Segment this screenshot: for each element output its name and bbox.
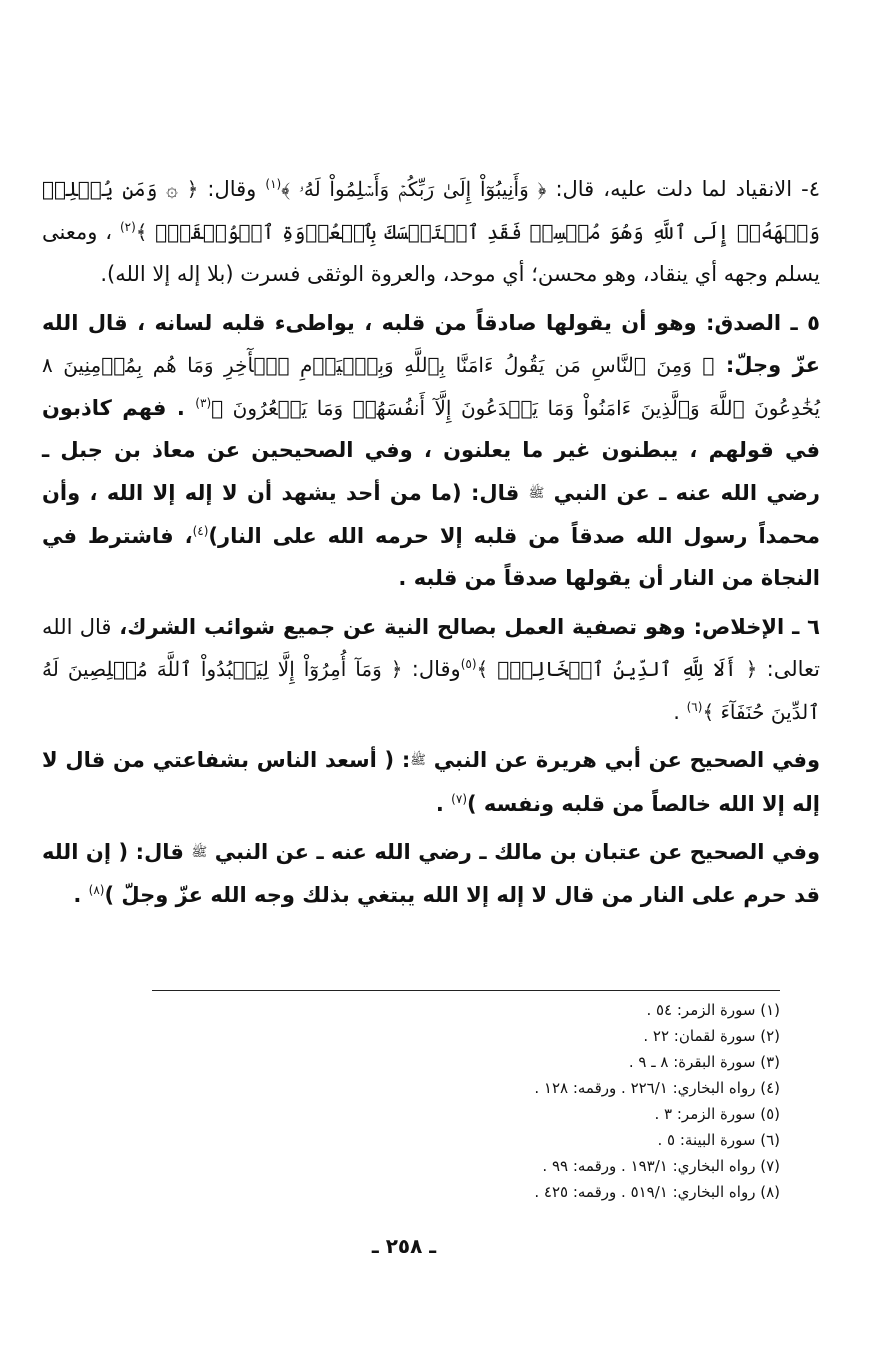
footnote-item: (٦) سورة البينة: ٥ . bbox=[657, 1131, 780, 1149]
text-run: ، ومعنى يسلم وجهه أي ينقاد، وهو محسن؛ أي موحد، والعروة الوثقى فسرت (بلا إله إلا الله). bbox=[42, 219, 820, 286]
footnote-ref: (٥) bbox=[460, 657, 477, 672]
bold-text-run: . فهم كاذبون في قولهم ، يبطنون غير ما يعلنون ، وفي الصحيحين عن معاذ بن جبل ـ رضي الله عنه ـ عن النبي bbox=[42, 395, 820, 505]
bold-text-run: ٦ ـ الإخلاص: bbox=[685, 614, 820, 639]
text-run: وقال: bbox=[198, 177, 266, 201]
quran-verse: ﴿ أَلَا لِلَّهِ ٱلدِّينُ ٱلۡخَالِصُۚ ﴾ bbox=[476, 657, 758, 682]
footnote-ref: (٦) bbox=[686, 699, 703, 714]
quran-verse: ﴿ وَمَآ أُمِرُوٓاْ إِلَّا لِيَعۡبُدُواْ ٱللَّهَ مُخۡلِصِينَ لَهُ ٱلدِّينَ حُنَفَآءَ ﴾ bbox=[42, 657, 820, 724]
quran-verse: ﴿ وَمِنَ ٱلنَّاسِ مَن يَقُولُ ءَامَنَّا بِٱللَّهِ وَبِٱلۡيَوۡمِ ٱلۡأٓخِرِ وَمَا هُم بِمُؤۡمِنِينَ ٨ يُخَٰدِعُونَ ٱللَّهَ وَٱلَّذِينَ ءَامَنُواْ وَمَا يَخۡدَعُونَ إِلَّآ أَنفُسَهُمۡ وَمَا يَشۡعُرُونَ ﴾ bbox=[42, 353, 821, 420]
bold-text-run: . bbox=[435, 791, 452, 816]
text-run: ٤- الانقياد لما دلت عليه، قال: bbox=[546, 177, 820, 201]
salutation-mark: ﷺ bbox=[191, 844, 208, 860]
text-run: وقال: bbox=[402, 657, 461, 682]
quran-verse: ﴿ وَأَنِيبُوٓاْ إِلَىٰ رَبِّكُمۡ وَأَسۡلِمُواْ لَهُۥ ﴾ bbox=[281, 177, 547, 201]
footnote-item: (٢) سورة لقمان: ٢٢ . bbox=[643, 1027, 780, 1045]
bold-text-run: . bbox=[73, 883, 89, 908]
footnote-item: (١) سورة الزمر: ٥٤ . bbox=[646, 1001, 780, 1019]
bold-text-run: ٥ ـ الصدق: bbox=[696, 310, 820, 335]
page-body bbox=[42, 168, 820, 919]
text-run: قال الله تعالى: bbox=[42, 614, 820, 682]
footnote-item: (٧) رواه البخاري: ١٩٣/١ . ورقمه: ٩٩ . bbox=[542, 1157, 780, 1175]
footnotes bbox=[260, 997, 780, 1205]
salutation-mark: ﷺ bbox=[410, 753, 426, 768]
footnote-ref: (١) bbox=[265, 177, 282, 191]
paragraph-abu-hurayrah-hadith bbox=[42, 739, 820, 825]
footnote-item: (٤) رواه البخاري: ٢٢٦/١ . ورقمه: ١٢٨ . bbox=[534, 1079, 780, 1097]
bold-text-run: وهو أن يقولها صادقاً من قلبه ، يواطىء قلبه لسانه ، قال الله عزّ وجلّ: bbox=[42, 310, 820, 377]
bold-text-run: قال: ( إن الله قد حرم على النار من قال لا إله إلا الله يبتغي بذلك وجه الله عزّ وجلّ ) bbox=[42, 840, 820, 908]
footnote-item: (٥) سورة الزمر: ٣ . bbox=[654, 1105, 780, 1123]
page-number: ـ ٢٥٨ ـ bbox=[371, 1234, 437, 1258]
footnote-ref: (٢) bbox=[119, 219, 136, 234]
text-run: . bbox=[673, 699, 687, 724]
paragraph-sidq bbox=[42, 302, 820, 600]
bold-text-run: وفي الصحيح عن أبي هريرة عن النبي bbox=[425, 748, 821, 773]
quran-verse: ﴿ ۞ وَمَن يُسۡلِمۡ وَجۡهَهُۥٓ إِلَى ٱللَّهِ وَهُوَ مُحۡسِنٞ فَقَدِ ٱسۡتَمۡسَكَ بِٱلۡعُرۡوَةِ ٱلۡوُثۡقَىٰۗ ﴾ bbox=[42, 177, 820, 244]
footnote-ref: (٣) bbox=[195, 395, 212, 410]
footnote-item: (٣) سورة البقرة: ٨ ـ ٩ . bbox=[628, 1053, 780, 1071]
paragraph-inqiyad bbox=[42, 168, 820, 296]
footnote-ref: (٨) bbox=[88, 883, 105, 898]
bold-text-run: قال: (ما من أحد يشهد أن لا إله إلا الله ، وأن محمداً رسول الله صدقاً من قلبه إلا حرمه الله على النار) bbox=[42, 480, 820, 548]
bold-text-run: وهو تصفية العمل بصالح النية عن جميع شوائب الشرك، bbox=[111, 614, 686, 639]
salutation-mark: ﷺ bbox=[528, 485, 545, 501]
footnote-ref: (٧) bbox=[451, 791, 467, 806]
footnote-item: (٨) رواه البخاري: ٥١٩/١ . ورقمه: ٤٢٥ . bbox=[534, 1183, 780, 1201]
bold-text-run: : ( أسعد الناس بشفاعتي من قال لا إله إلا الله خالصاً من قلبه ونفسه ) bbox=[42, 748, 820, 816]
paragraph-ikhlas bbox=[42, 606, 820, 734]
paragraph-itban-hadith bbox=[42, 831, 820, 917]
footnote-divider bbox=[152, 990, 780, 991]
bold-text-run: وفي الصحيح عن عتبان بن مالك ـ رضي الله عنه ـ عن النبي bbox=[207, 840, 820, 864]
footnote-ref: (٤) bbox=[192, 523, 209, 538]
bold-text-run: ، فاشترط في النجاة من النار أن يقولها صدقاً من قلبه . bbox=[42, 523, 820, 591]
